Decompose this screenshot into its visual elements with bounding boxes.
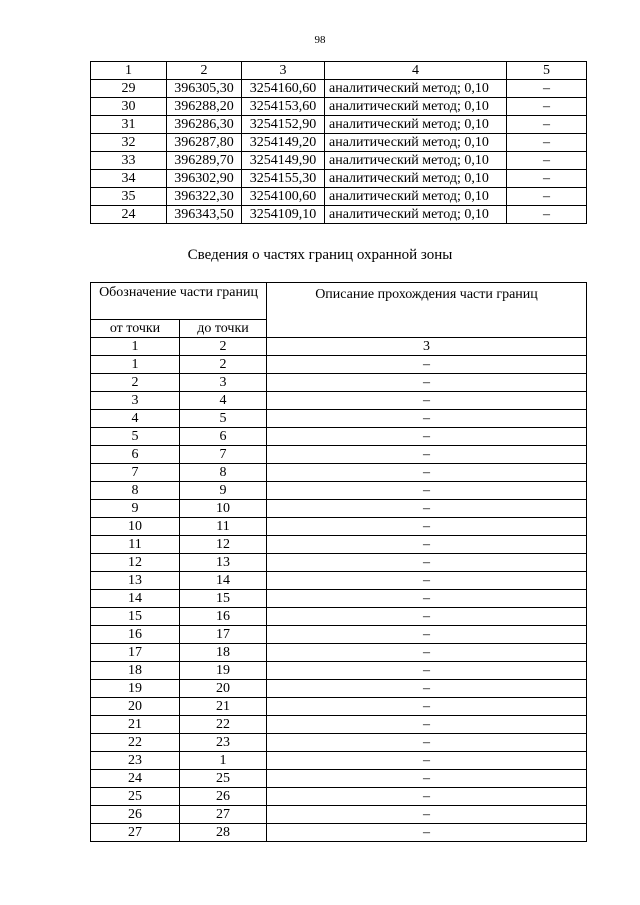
table-cell: аналитический метод; 0,10 bbox=[325, 170, 507, 188]
table-cell: 27 bbox=[180, 806, 267, 824]
table-cell: – bbox=[267, 482, 587, 500]
table-cell: 22 bbox=[180, 716, 267, 734]
table-cell: 1 bbox=[91, 356, 180, 374]
table-cell: 3254149,20 bbox=[242, 134, 325, 152]
table-cell: аналитический метод; 0,10 bbox=[325, 98, 507, 116]
table-cell: 25 bbox=[180, 770, 267, 788]
table-row bbox=[91, 788, 587, 806]
coordinates-header-cell: 4 bbox=[325, 62, 507, 80]
description-header: Описание прохождения части границ bbox=[267, 283, 587, 338]
table-cell: – bbox=[267, 374, 587, 392]
table-cell: – bbox=[267, 788, 587, 806]
table-row bbox=[91, 500, 587, 518]
table-cell: – bbox=[267, 644, 587, 662]
column-number-row bbox=[91, 338, 587, 356]
table-cell: 25 bbox=[91, 788, 180, 806]
table-row bbox=[91, 518, 587, 536]
table-cell: – bbox=[267, 806, 587, 824]
table-cell: 11 bbox=[91, 536, 180, 554]
table-cell: 5 bbox=[180, 410, 267, 428]
table-cell: 23 bbox=[91, 752, 180, 770]
table-cell: 3254109,10 bbox=[242, 206, 325, 224]
table-cell: – bbox=[507, 206, 587, 224]
table-cell: – bbox=[267, 518, 587, 536]
table-cell: 12 bbox=[91, 554, 180, 572]
table-cell: – bbox=[267, 824, 587, 842]
table-cell: – bbox=[267, 500, 587, 518]
table-row bbox=[91, 482, 587, 500]
table-row bbox=[91, 590, 587, 608]
table-cell: – bbox=[267, 446, 587, 464]
table-cell: 396343,50 bbox=[167, 206, 242, 224]
table-row bbox=[91, 824, 587, 842]
table-row bbox=[91, 608, 587, 626]
table-cell: 20 bbox=[180, 680, 267, 698]
table-cell: 6 bbox=[180, 428, 267, 446]
table-cell: 2 bbox=[180, 356, 267, 374]
table-row bbox=[91, 644, 587, 662]
table-cell: 20 bbox=[91, 698, 180, 716]
table-cell: 3254160,60 bbox=[242, 80, 325, 98]
table-cell: 396288,20 bbox=[167, 98, 242, 116]
table-cell: аналитический метод; 0,10 bbox=[325, 188, 507, 206]
table-row bbox=[91, 188, 587, 206]
table-cell: 396289,70 bbox=[167, 152, 242, 170]
table-row bbox=[91, 806, 587, 824]
table-cell: 18 bbox=[180, 644, 267, 662]
coordinates-header-cell: 1 bbox=[91, 62, 167, 80]
table-cell: 15 bbox=[91, 608, 180, 626]
table-row bbox=[91, 410, 587, 428]
table-cell: 2 bbox=[91, 374, 180, 392]
table-cell: 21 bbox=[180, 698, 267, 716]
table-cell: – bbox=[267, 680, 587, 698]
column-number-cell: 2 bbox=[180, 338, 267, 356]
table-cell: 1 bbox=[180, 752, 267, 770]
table-row bbox=[91, 698, 587, 716]
table-cell: аналитический метод; 0,10 bbox=[325, 134, 507, 152]
to-point-header: до точки bbox=[180, 320, 267, 338]
table-cell: 3254153,60 bbox=[242, 98, 325, 116]
table-cell: 12 bbox=[180, 536, 267, 554]
table-cell: 396302,90 bbox=[167, 170, 242, 188]
table-cell: – bbox=[267, 608, 587, 626]
boundary-parts-table bbox=[90, 282, 587, 842]
table-cell: – bbox=[267, 392, 587, 410]
table-cell: 9 bbox=[91, 500, 180, 518]
table-cell: – bbox=[507, 98, 587, 116]
table-cell: 5 bbox=[91, 428, 180, 446]
coordinates-header-cell: 5 bbox=[507, 62, 587, 80]
table-cell: 18 bbox=[91, 662, 180, 680]
table-cell: 17 bbox=[91, 644, 180, 662]
table-cell: – bbox=[267, 464, 587, 482]
table-cell: 3 bbox=[91, 392, 180, 410]
table-cell: 17 bbox=[180, 626, 267, 644]
table-row bbox=[91, 356, 587, 374]
table-cell: 15 bbox=[180, 590, 267, 608]
from-point-header: от точки bbox=[91, 320, 180, 338]
table-cell: – bbox=[267, 536, 587, 554]
table-cell: 11 bbox=[180, 518, 267, 536]
table-row bbox=[91, 392, 587, 410]
table-row bbox=[91, 98, 587, 116]
table-cell: 34 bbox=[91, 170, 167, 188]
table-row bbox=[91, 170, 587, 188]
table-row bbox=[91, 662, 587, 680]
table-row bbox=[91, 752, 587, 770]
table-cell: – bbox=[507, 134, 587, 152]
table-cell: 396287,80 bbox=[167, 134, 242, 152]
page-number: 98 bbox=[314, 34, 326, 46]
coordinates-table bbox=[90, 61, 587, 224]
table-cell: 3254100,60 bbox=[242, 188, 325, 206]
table-cell: – bbox=[507, 116, 587, 134]
table-cell: 4 bbox=[91, 410, 180, 428]
table-row bbox=[91, 116, 587, 134]
coordinates-header-cell: 3 bbox=[242, 62, 325, 80]
coordinates-header-row bbox=[91, 62, 587, 80]
table-cell: 13 bbox=[91, 572, 180, 590]
table-cell: 3254149,90 bbox=[242, 152, 325, 170]
table-cell: 16 bbox=[180, 608, 267, 626]
table-cell: 8 bbox=[91, 482, 180, 500]
table-cell: 21 bbox=[91, 716, 180, 734]
table-row bbox=[91, 680, 587, 698]
table-row bbox=[91, 572, 587, 590]
table-row bbox=[91, 428, 587, 446]
designation-header: Обозначение части границ bbox=[91, 283, 267, 320]
table-cell: 7 bbox=[91, 464, 180, 482]
table-row bbox=[91, 554, 587, 572]
table-cell: 10 bbox=[91, 518, 180, 536]
table-cell: 27 bbox=[91, 824, 180, 842]
table-cell: – bbox=[267, 572, 587, 590]
table-row bbox=[91, 536, 587, 554]
table-cell: аналитический метод; 0,10 bbox=[325, 80, 507, 98]
table-cell: 14 bbox=[180, 572, 267, 590]
table-cell: 14 bbox=[91, 590, 180, 608]
table-row bbox=[91, 374, 587, 392]
table-cell: 31 bbox=[91, 116, 167, 134]
table-cell: 19 bbox=[180, 662, 267, 680]
table-cell: 10 bbox=[180, 500, 267, 518]
table-cell: – bbox=[267, 698, 587, 716]
column-number-cell: 3 bbox=[267, 338, 587, 356]
table-cell: аналитический метод; 0,10 bbox=[325, 206, 507, 224]
table-cell: 3254155,30 bbox=[242, 170, 325, 188]
table-cell: 29 bbox=[91, 80, 167, 98]
column-number-cell: 1 bbox=[91, 338, 180, 356]
table-cell: аналитический метод; 0,10 bbox=[325, 116, 507, 134]
table-cell: – bbox=[507, 188, 587, 206]
table-row bbox=[91, 152, 587, 170]
table-cell: – bbox=[267, 662, 587, 680]
table-cell: 6 bbox=[91, 446, 180, 464]
section-title: Сведения о частях границ охранной зоны bbox=[187, 247, 453, 263]
table-cell: аналитический метод; 0,10 bbox=[325, 152, 507, 170]
table-cell: 26 bbox=[91, 806, 180, 824]
table-cell: 19 bbox=[91, 680, 180, 698]
table-cell: – bbox=[507, 152, 587, 170]
table-cell: 23 bbox=[180, 734, 267, 752]
table-cell: – bbox=[267, 734, 587, 752]
table-cell: 26 bbox=[180, 788, 267, 806]
table-cell: – bbox=[507, 170, 587, 188]
table-cell: 9 bbox=[180, 482, 267, 500]
table-cell: 396286,30 bbox=[167, 116, 242, 134]
table-cell: 3 bbox=[180, 374, 267, 392]
table-cell: – bbox=[267, 626, 587, 644]
table-row bbox=[91, 770, 587, 788]
table-cell: – bbox=[267, 410, 587, 428]
table-cell: 24 bbox=[91, 206, 167, 224]
table-row bbox=[91, 716, 587, 734]
table-cell: – bbox=[267, 752, 587, 770]
table-cell: 396322,30 bbox=[167, 188, 242, 206]
table-row bbox=[91, 134, 587, 152]
table-cell: 4 bbox=[180, 392, 267, 410]
table-cell: 33 bbox=[91, 152, 167, 170]
table-cell: – bbox=[267, 716, 587, 734]
table-cell: 24 bbox=[91, 770, 180, 788]
table-row bbox=[91, 464, 587, 482]
table-cell: 396305,30 bbox=[167, 80, 242, 98]
table-cell: – bbox=[267, 356, 587, 374]
table-cell: 35 bbox=[91, 188, 167, 206]
table-cell: 8 bbox=[180, 464, 267, 482]
table-cell: – bbox=[507, 80, 587, 98]
table-cell: – bbox=[267, 428, 587, 446]
table-cell: 3254152,90 bbox=[242, 116, 325, 134]
coordinates-header-cell: 2 bbox=[167, 62, 242, 80]
table-cell: – bbox=[267, 554, 587, 572]
table-row bbox=[91, 734, 587, 752]
table-cell: 32 bbox=[91, 134, 167, 152]
table-cell: 22 bbox=[91, 734, 180, 752]
table-row bbox=[91, 80, 587, 98]
table-row bbox=[91, 626, 587, 644]
table-cell: 28 bbox=[180, 824, 267, 842]
table-cell: 13 bbox=[180, 554, 267, 572]
table-cell: 7 bbox=[180, 446, 267, 464]
table-cell: 30 bbox=[91, 98, 167, 116]
table-row bbox=[91, 206, 587, 224]
table-cell: – bbox=[267, 590, 587, 608]
table-cell: – bbox=[267, 770, 587, 788]
table-cell: 16 bbox=[91, 626, 180, 644]
table-row bbox=[91, 446, 587, 464]
